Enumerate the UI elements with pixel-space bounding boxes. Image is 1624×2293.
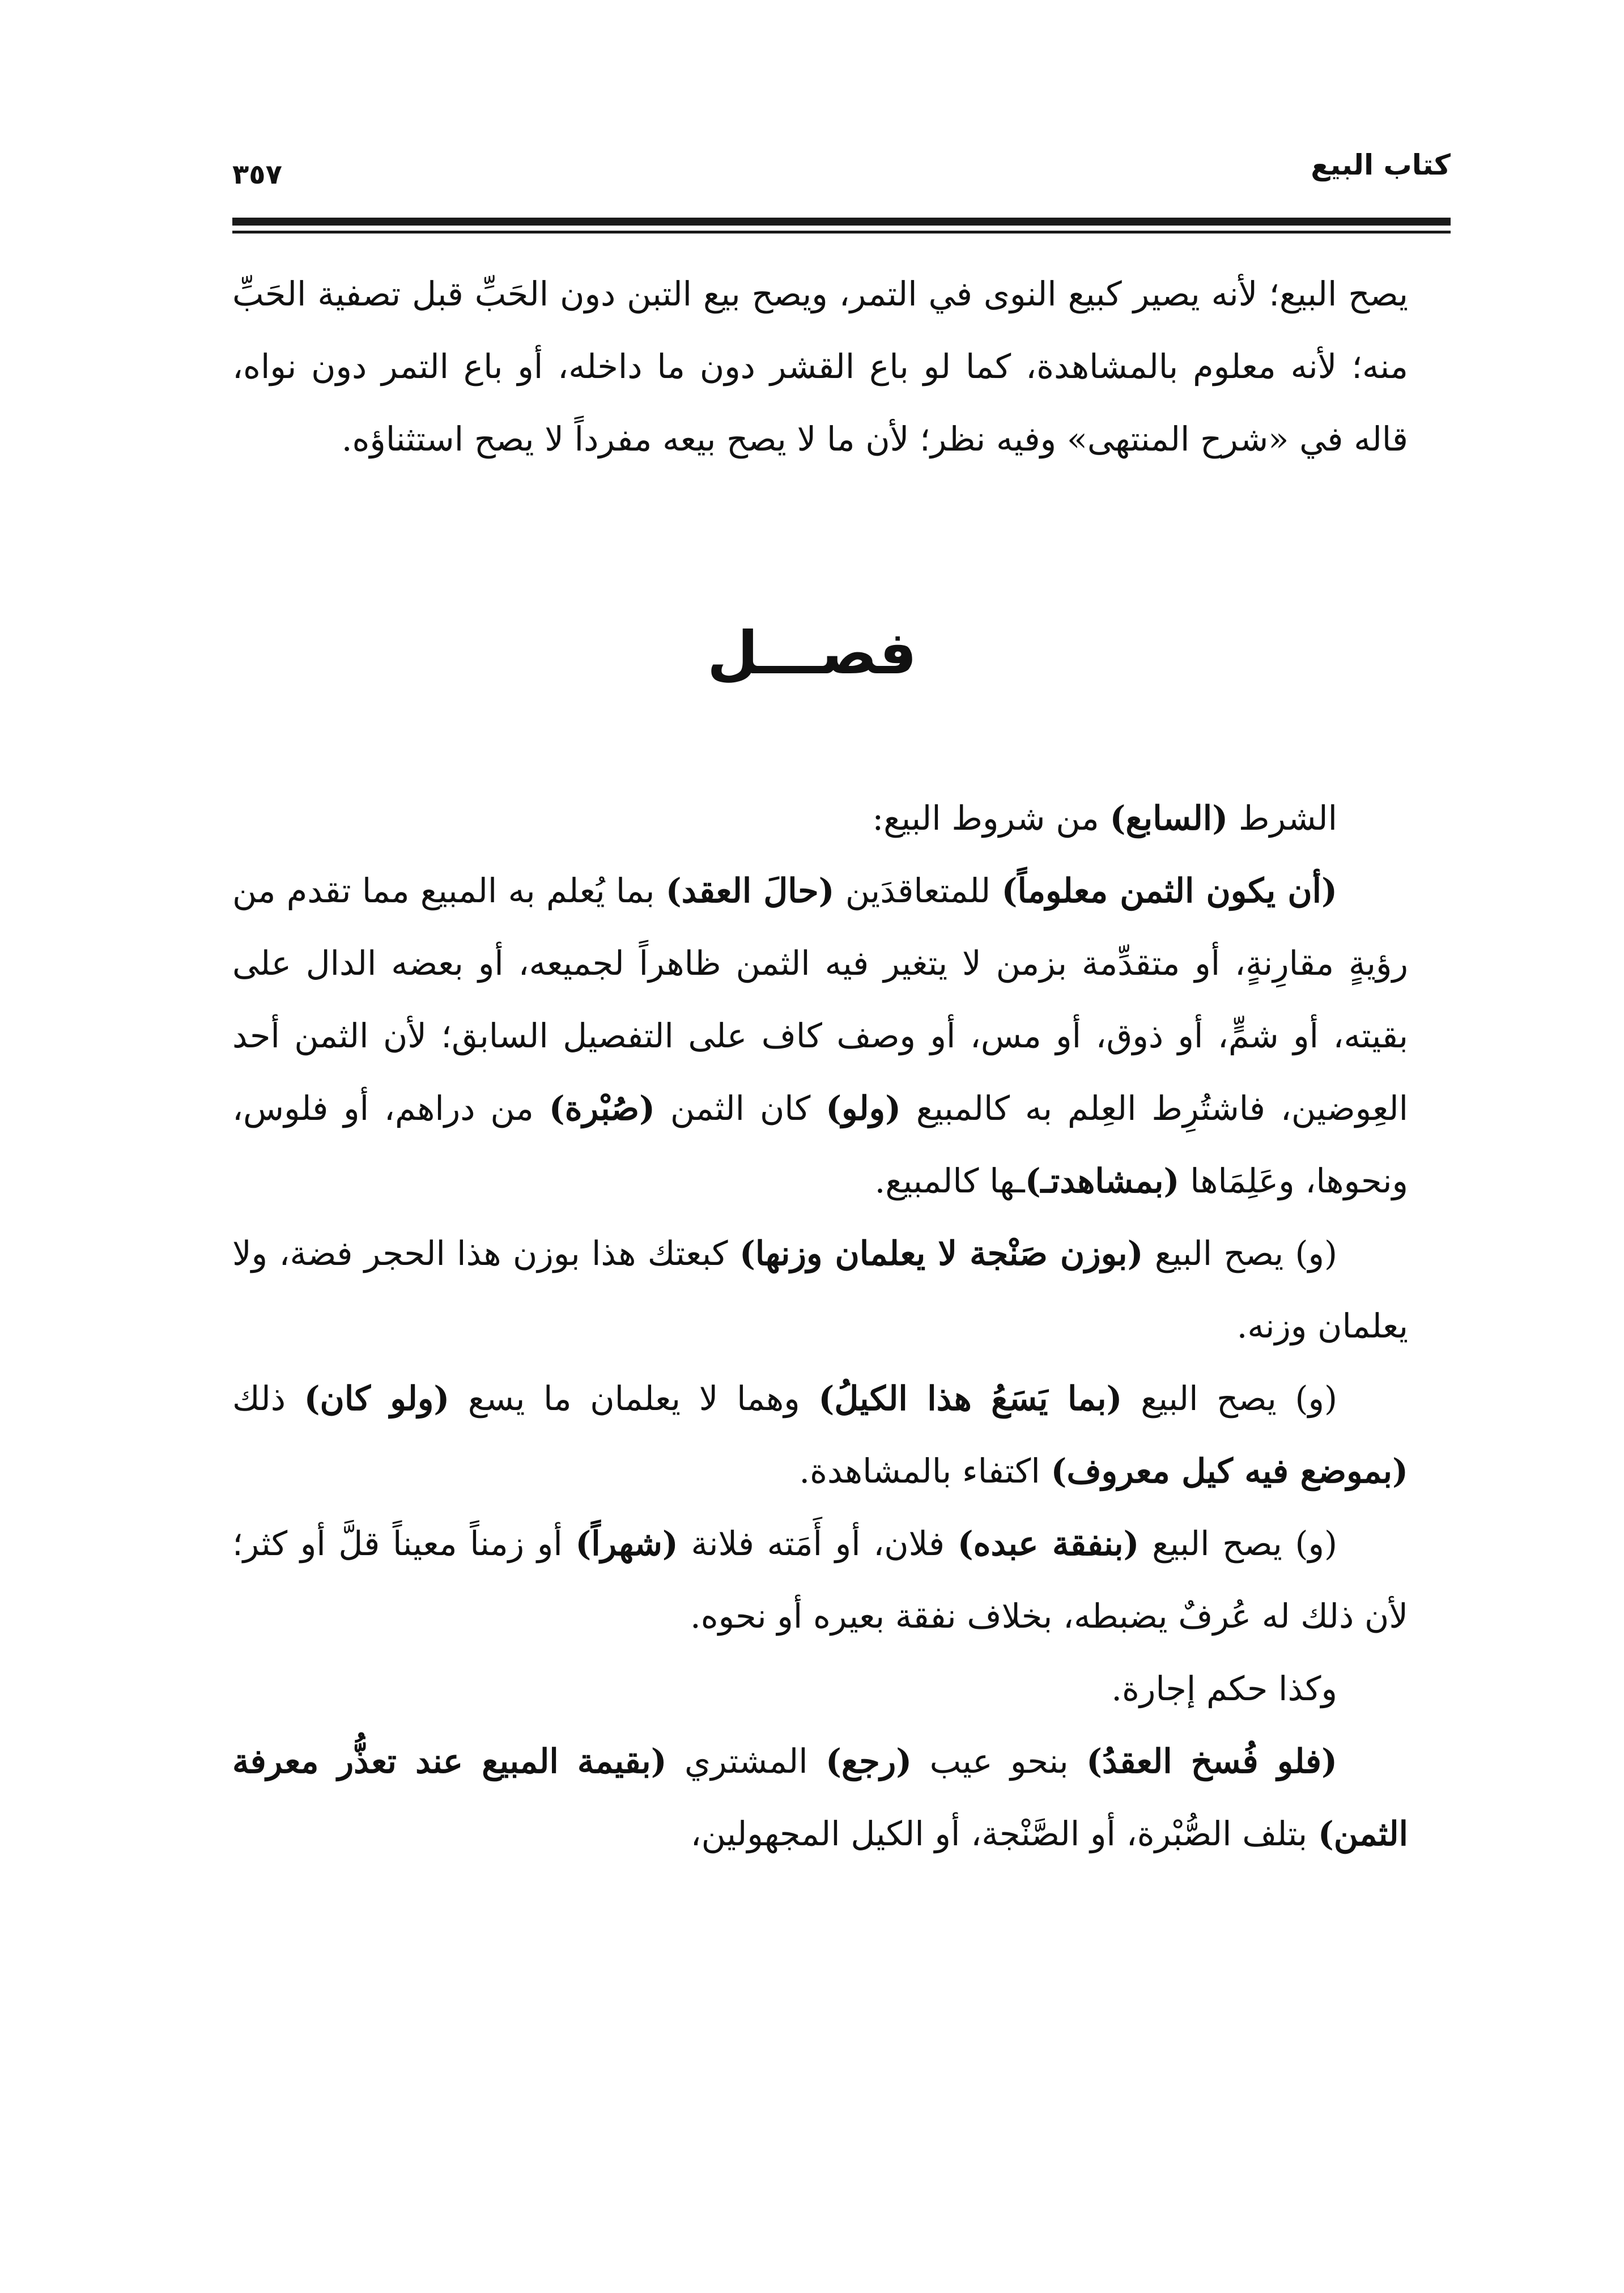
text-run: (و) يصح البيع xyxy=(1143,1234,1337,1273)
text-run: الشرط xyxy=(1228,799,1337,838)
text-run: (و) يصح البيع xyxy=(1139,1524,1338,1563)
chapter-title: كتاب البيع xyxy=(1311,148,1451,181)
text-run: كبعتك هذا بوزن هذا الحجر فضة، ولا يعلمان وزنه. xyxy=(232,1234,1408,1345)
bold-term: (بما يَسَعُ هذا الكيلُ) xyxy=(818,1379,1123,1418)
text-run: ذلك xyxy=(232,1379,304,1418)
paragraph-annulment xyxy=(232,1725,1408,1870)
text-run: كان الثمن xyxy=(655,1089,826,1128)
text-run: أو زمناً معيناً قلَّ أو كثر؛ لأن ذلك له عُرفٌ يضبطه، بخلاف نفقة بعيره أو نحوه. xyxy=(232,1524,1408,1636)
paragraph-price-known xyxy=(232,855,1408,1217)
bold-term: (أن يكون الثمن معلوماً) xyxy=(1001,871,1337,910)
bold-term: (فلو فُسخ العقدُ) xyxy=(1086,1742,1337,1781)
bold-term: (شهراً) xyxy=(575,1524,678,1563)
bold-term: (بنفقة عبده) xyxy=(957,1524,1140,1563)
text-run: بنحو عيب xyxy=(912,1742,1087,1781)
header-rule-thick xyxy=(232,218,1451,226)
text-run: المشتري xyxy=(666,1742,826,1781)
intro-block xyxy=(232,258,1408,475)
paragraph-weight xyxy=(232,1217,1408,1362)
header-rule-thin xyxy=(232,231,1451,233)
bold-term: (صُبْرة) xyxy=(549,1089,655,1128)
text-run: وهما لا يعلمان ما يسع xyxy=(449,1379,819,1418)
text-run: (و) يصح البيع xyxy=(1122,1379,1338,1418)
intro-paragraph: يصح البيع؛ لأنه يصير كبيع النوى في التمر، ويصح بيع التبن دون الحَبِّ قبل تصفية الحَبِّ منه؛ لأنه معلوم بالمشاهدة، كما لو باع القشر دون ما داخله، أو باع التمر دون نواه، قاله في «شرح المنتهى» وفيه نظر؛ لأن ما لا يصح بيعه مفرداً لا يصح استثناؤه. xyxy=(232,274,1408,458)
running-header xyxy=(232,142,1451,204)
text-run: فلان، أو أَمَته فلانة xyxy=(678,1524,958,1563)
bold-term: (ولو كان) xyxy=(304,1379,450,1418)
bold-term: (بقيمة المبيع عند تعذُّر معرفة الثمن) xyxy=(232,1742,1408,1853)
main-text xyxy=(232,782,1408,1870)
text-run: للمتعاقدَين xyxy=(834,871,1002,910)
paragraph-hire xyxy=(232,1653,1408,1725)
text-run: بما يُعلم به المبيع مما تقدم من رؤيةٍ مقارِنةٍ، أو متقدِّمة بزمن لا يتغير فيه الثمن ظاهراً لجميعه، أو بعضه الدال على بقيته، أو شمٍّ، أو ذوق، أو مس، أو وصف كاف على التفصيل السابق؛ لأن الثمن أحد العِوضين، فاشتُرِط العِلم به كالمبيع xyxy=(232,871,1408,1128)
paragraph-maintenance xyxy=(232,1508,1408,1653)
bold-term: (بمشاهدتـ) xyxy=(1024,1161,1180,1200)
paragraph-measure xyxy=(232,1362,1408,1508)
bold-term: (السابع) xyxy=(1109,799,1228,838)
bold-term: (بوزن صَنْجة لا يعلمان وزنها) xyxy=(739,1234,1143,1273)
text-run: ـها كالمبيع. xyxy=(874,1161,1025,1200)
bold-term: (ولو) xyxy=(826,1089,902,1128)
bold-term: (بموضع فيه كيل معروف) xyxy=(1051,1451,1408,1491)
bold-term: (رجع) xyxy=(826,1742,912,1781)
page-number: ٣٥٧ xyxy=(232,159,282,190)
paragraph-condition xyxy=(232,782,1408,855)
bold-term: (حالَ العقد) xyxy=(665,871,835,910)
section-heading: فصـــل xyxy=(707,618,917,687)
text-run: اكتفاء بالمشاهدة. xyxy=(799,1451,1051,1491)
text-run: من دراهم، أو فلوس، ونحوها، وعَلِمَاها xyxy=(232,1089,1408,1200)
text-run: وكذا حكم إجارة. xyxy=(1111,1669,1337,1708)
text-run: بتلف الصُّبْرة، أو الصَّنْجة، أو الكيل المجهولين، xyxy=(690,1814,1318,1853)
text-run: من شروط البيع: xyxy=(872,799,1110,838)
